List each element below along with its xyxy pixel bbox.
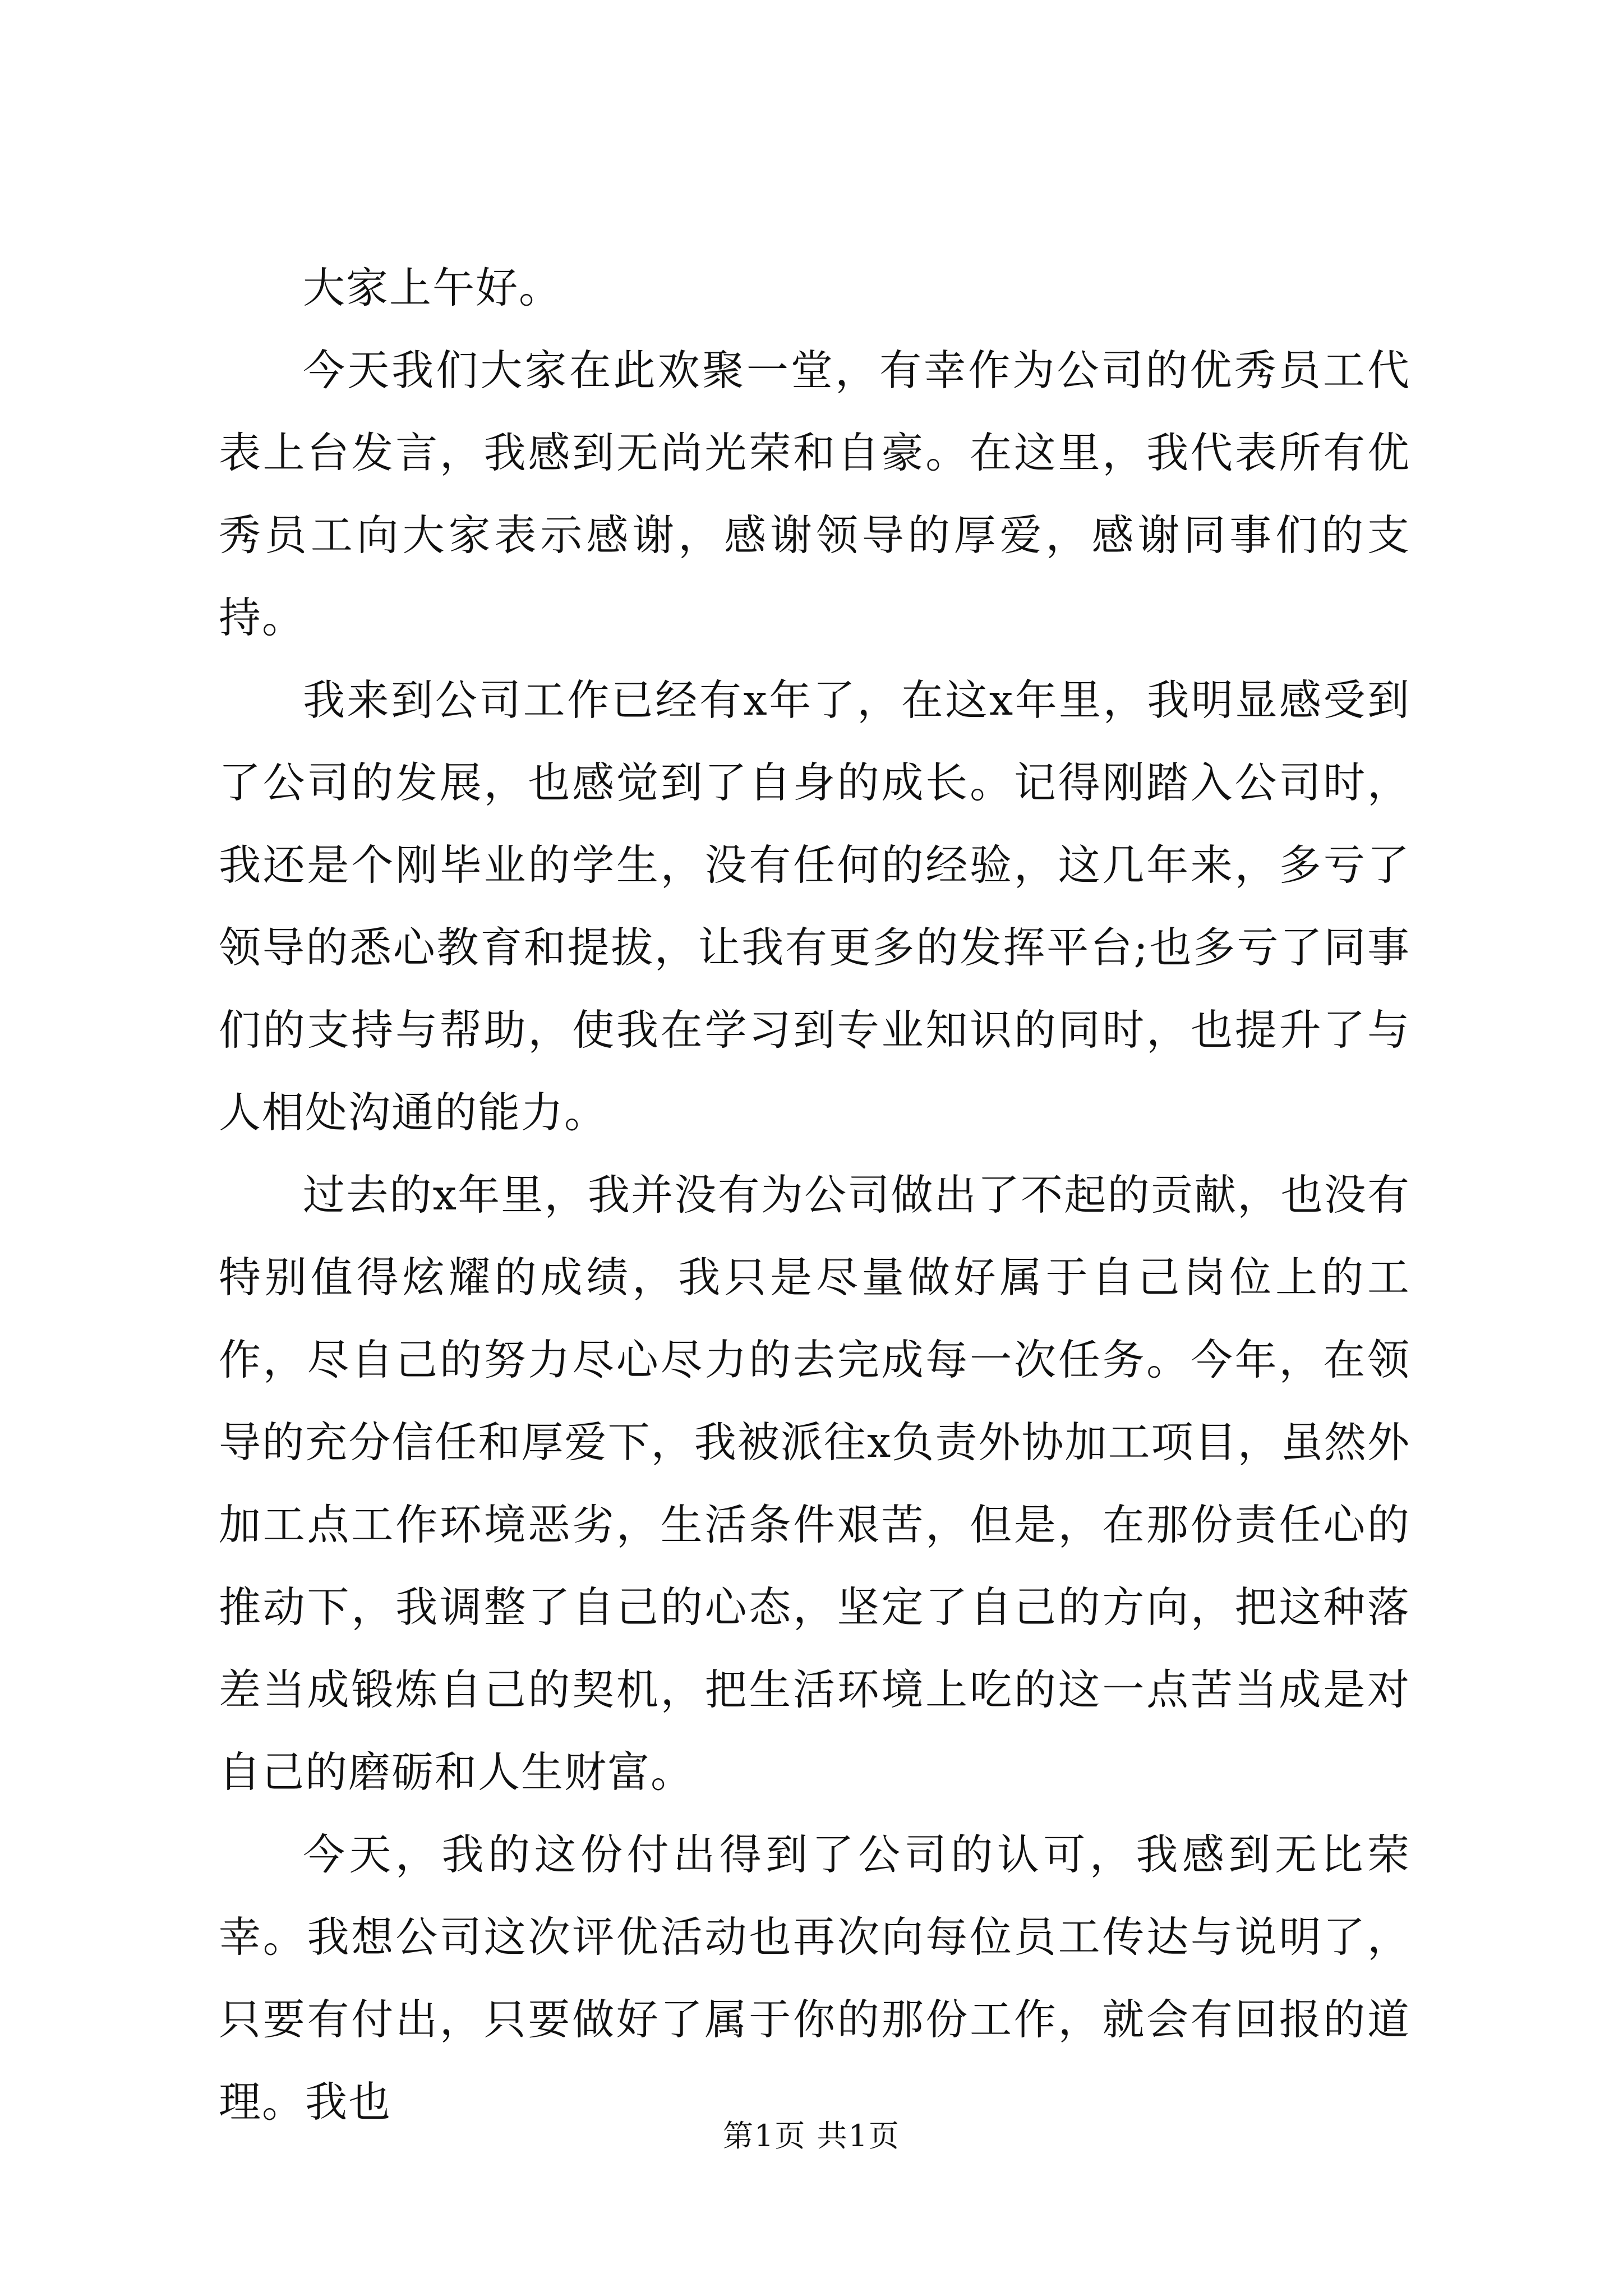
paragraph-introduction: 今天我们大家在此欢聚一堂，有幸作为公司的优秀员工代表上台发言，我感到无尚光荣和自豪。在这里，我代表所有优秀员工向大家表示感谢，感谢领导的厚爱，感谢同事们的支持。 (219, 346, 1410, 642)
document-body (219, 247, 1410, 2143)
page-footer: 第1页 共1页 (723, 2118, 900, 2154)
paragraph-past-work: 过去的x年里，我并没有为公司做出了不起的贡献，也没有特别值得炫耀的成绩，我只是尽量做好属于自己岗位上的工作，尽自己的努力尽心尽力的去完成每一次任务。今年，在领导的充分信任和厚爱下，我被派往x负责外协加工项目，虽然外加工点工作环境恶劣，生活条件艰苦，但是，在那份责任心的推动下，我调整了自己的心态，坚定了自己的方向，把这种落差当成锻炼自己的契机，把生活环境上吃的这一点苦当成是对自己的磨砺和人生财富。 (219, 1170, 1410, 1797)
paragraph-growth: 我来到公司工作已经有x年了，在这x年里，我明显感受到了公司的发展，也感觉到了自身的成长。记得刚踏入公司时，我还是个刚毕业的学生，没有任何的经验，这几年来，多亏了领导的悉心教育和提拔，让我有更多的发挥平台;也多亏了同事们的支持与帮助，使我在学习到专业知识的同时，也提升了与人相处沟通的能力。 (219, 675, 1410, 1137)
paragraph-recognition: 今天，我的这份付出得到了公司的认可，我感到无比荣幸。我想公司这次评优活动也再次向每位员工传达与说明了，只要有付出，只要做好了属于你的那份工作，就会有回报的道理。我也 (219, 1830, 1410, 2127)
paragraph-greeting: 大家上午好。 (303, 263, 562, 312)
